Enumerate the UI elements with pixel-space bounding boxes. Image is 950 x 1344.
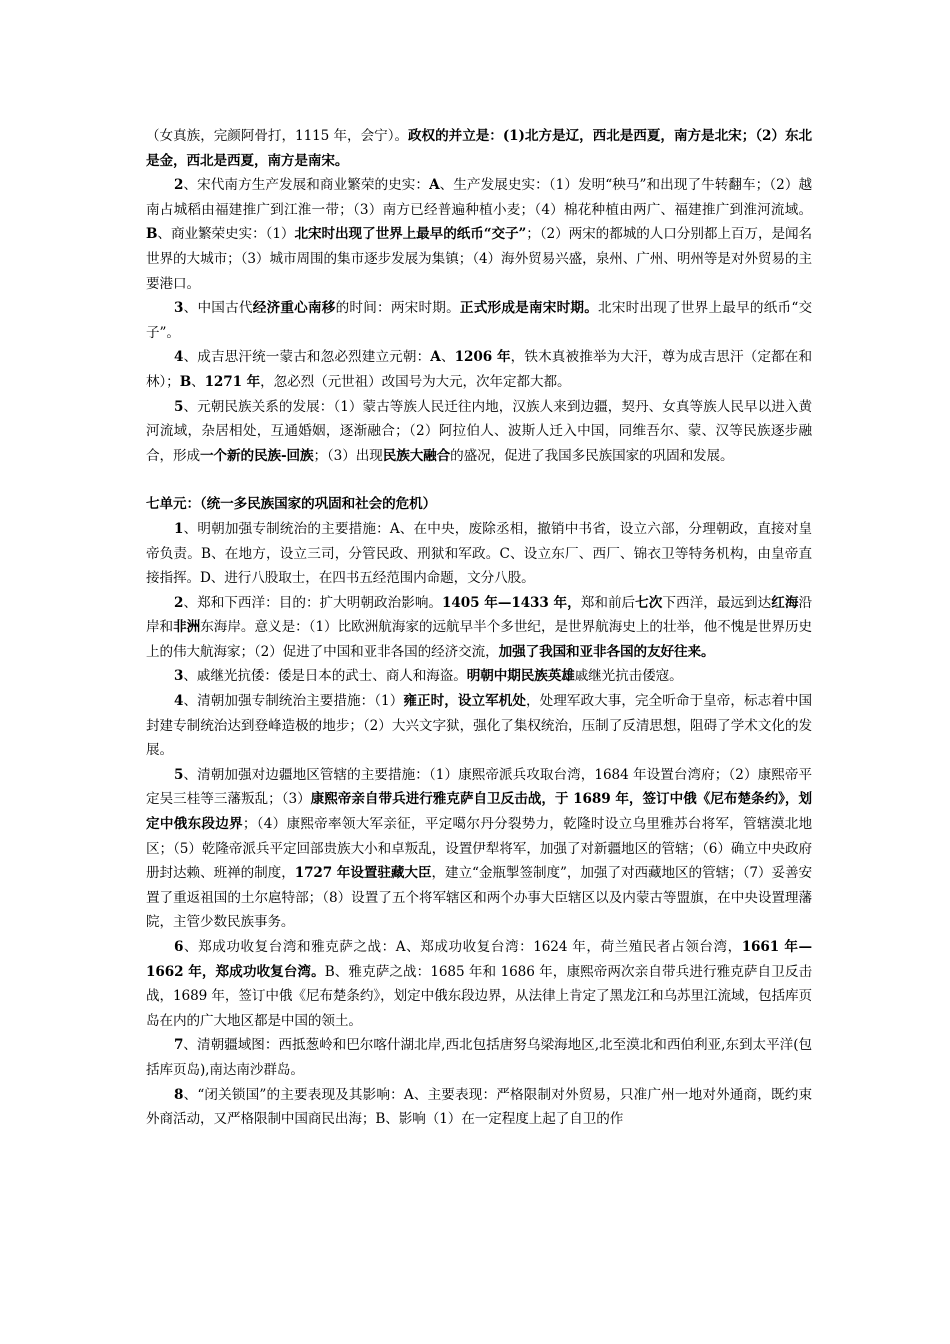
text-run: 沿岸和: [146, 594, 812, 636]
bold-text: 5: [174, 398, 184, 415]
bold-text: 康熙帝亲自带兵进行雅克萨自卫反击战，于 1689 年，签订中俄《尼布楚条约》，划定中俄东段边界: [146, 791, 812, 833]
paragraph-p8: [146, 689, 812, 763]
paragraph-p1: [146, 173, 812, 296]
text-run: 、明朝加强专制统治的主要措施：A、在中央，废除丞相，撤销中书省，设立六部，分理朝政，直接对皇帝负责。B、在地方，设立三司，分管民政、刑狱和军政。C、设立东厂、西厂、锦衣卫等特务机构，由皇帝直接指挥。D、进行八股取士，在四书五经范围内命题，文分八股。: [146, 520, 812, 587]
text-run: ；（3）出现: [313, 447, 383, 464]
bold-text: 七次: [635, 594, 663, 611]
paragraph-p4: [146, 395, 812, 469]
bold-text: B: [179, 373, 192, 390]
bold-text: 明朝中期民族英雄: [466, 668, 575, 685]
text-run: 郑和前后: [580, 594, 636, 611]
paragraph-p11: [146, 1033, 812, 1082]
text-run: 、清朝疆域图：西抵葱岭和巴尔喀什湖北岸,西北包括唐努乌梁海地区,北至漠北和西伯利亚,东到太平洋(包括库页岛),南达南沙群岛。: [146, 1037, 812, 1078]
text-run: 东海岸。意义是：（1）比欧洲航海家的远航早半个多世纪，是世界航海史上的壮举，他不愧是世界历史上的伟大航海家；（2）促进了中国和亚非各国的经济交流，: [146, 619, 812, 660]
text-run: 、“闭关锁国”的主要表现及其影响：A、主要表现：严格限制对外贸易，只准广州一地对外通商，既约束外商活动，又严格限制中国商民出海；B、影响（1）在一定程度上起了自卫的作: [146, 1086, 812, 1128]
text-run: ；（4）康熙帝率领大军亲征，平定噶尔丹分裂势力，乾隆时设立乌里雅苏台将军，管辖漠北地区；（5）乾隆帝派兵平定回部贵族大小和卓叛乱，设置伊犁将军，加强了对新疆地区的管辖；（6）确立中央政府册封达赖、班禅的制度，: [146, 816, 812, 882]
text-run: ，建立“金瓶掣签制度”，加强了对西藏地区的管辖；（7）妥善安置了重返祖国的土尔扈特部；（8）设置了五个将军辖区和两个办事大臣辖区以及内蒙古等盟旗，在中央设置理藩院，主管少数民族事务。: [146, 865, 812, 931]
bold-text: 3: [174, 668, 184, 685]
text-run: B、雅克萨之战：1685 年和 1686 年，康熙帝两次亲自带兵进行雅克萨自卫反击战，1689 年，签订中俄《尼布楚条约》，划定中俄东段边界，从法律上肯定了黑龙江和乌苏里江流域，包括库页岛在内的广大地区都是中国的领土。: [146, 963, 812, 1029]
bold-text: 民族大融合: [382, 447, 451, 464]
bold-text: 4: [174, 693, 184, 710]
bold-text: 七单元：（统一多民族国家的巩固和社会的危机）: [146, 496, 437, 513]
text-run: 下西洋，最远到达: [662, 594, 772, 611]
bold-text: 2: [174, 594, 184, 611]
bold-text: 2: [174, 177, 184, 194]
text-run: ，忽必烈（元世祖）改国号为大元，次年定都大都。: [260, 373, 571, 390]
text-run: 、清朝加强专制统治主要措施：（1）: [183, 693, 404, 710]
text-run: 、戚继光抗倭：倭是日本的武士、商人和海盗。: [183, 668, 467, 685]
text-run: 北宋时出现了世界上最早的纸币“交子”。: [146, 300, 813, 341]
bold-text: 北宋时出现了世界上最早的纸币“交子”: [294, 226, 527, 243]
bold-text: 非洲: [173, 619, 201, 636]
bold-text: 经济重心南移: [252, 300, 336, 317]
bold-text: 8: [174, 1086, 184, 1103]
bold-text: 1405 年—1433 年，: [442, 594, 581, 611]
paragraph-p10: [146, 935, 812, 1033]
text-run: 的时间：两宋时期。: [335, 300, 460, 317]
text-run: （女真族，完颜阿骨打，1115 年，会宁）。: [146, 128, 408, 144]
bold-text: 一个新的民族-回族: [199, 447, 314, 464]
bold-text: 1: [174, 520, 184, 537]
paragraph-p3: [146, 345, 812, 394]
text-run: 、成吉思汗统一蒙古和忽必烈建立元朝：: [183, 349, 431, 366]
paragraph-p0: [146, 124, 812, 173]
text-run: ，处理军政大事，完全听命于皇帝，标志着中国封建专制统治达到登峰造极的地步；（2）大兴文字狱，强化了集权统治，压制了反清思想，阻碍了学术文化的发展。: [146, 693, 812, 759]
bold-text: 政权的并立是：(1)北方是辽，西北是西夏，南方是北宋；（2）东北是金，西北是西夏，南方是南宋。: [146, 128, 812, 169]
paragraph-p9: [146, 763, 812, 935]
text-run: 的盛况，促进了我国多民族国家的巩固和发展。: [450, 447, 734, 464]
paragraph-p7: [146, 664, 812, 689]
bold-text: 3: [174, 300, 184, 317]
bold-text: 5: [174, 766, 184, 783]
bold-text: 4: [174, 349, 184, 366]
bold-text: B: [146, 226, 158, 243]
bold-text: 1661 年—1662 年，郑成功收复台湾。: [146, 939, 812, 980]
paragraph-p5: [146, 517, 812, 591]
bold-text: 加强了我国和亚非各国的友好往来。: [498, 643, 715, 660]
text-run: 、宋代南方生产发展和商业繁荣的史实：: [183, 177, 430, 194]
paragraph-p2: [146, 296, 812, 345]
bold-text: 红海: [771, 594, 799, 611]
bold-text: 正式形成是南宋时期。: [459, 300, 599, 317]
text-run: 、生产发展史实：（1）发明“秧马”和出现了牛转翻车；（2）越南占城稻由福建推广到江淮一带；（3）南方已经普遍种植小麦；（4）棉花种植由两广、福建推广到淮河流域。: [146, 177, 812, 218]
text-run: 、元朝民族关系的发展：（1）蒙古等族人民迁往内地，汉族人来到边疆，契丹、女真等族人民早以进入黄河流域，杂居相处，互通婚姻，逐渐融合；（2）阿拉伯人、波斯人迁入中国，同维吾尔、蒙、汉等民族逐步融合，形成: [146, 398, 812, 464]
document-body: [146, 124, 812, 1132]
text-run: 、商业繁荣史实：（1）: [157, 226, 295, 243]
bold-text: 7: [174, 1037, 184, 1054]
bold-text: 1206 年: [454, 349, 511, 366]
bold-text: 雍正时，设立军机处: [403, 693, 526, 710]
text-run: 戚继光抗击倭寇。: [574, 668, 683, 685]
text-run: ，铁木真被推举为大汗，尊为成吉思汗（定都在和林）；: [146, 349, 812, 390]
text-run: ；（2）两宋的都城的人口分别都上百万，是闻名世界的大城市；（3）城市周围的集市逐步发展为集镇；（4）海外贸易兴盛，泉州、广州、明州等是对外贸易的主要港口。: [146, 226, 813, 292]
bold-text: 1271 年: [204, 373, 261, 390]
text-run: 、: [440, 349, 455, 366]
text-run: 、郑和下西洋：目的：扩大明朝政治影响。: [183, 594, 443, 611]
bold-text: A: [430, 349, 441, 366]
paragraph-p6: [146, 591, 812, 665]
bold-text: A: [429, 177, 440, 194]
text-run: 、: [191, 373, 205, 390]
bold-text: 6: [174, 939, 184, 955]
text-run: 、中国古代: [183, 300, 253, 317]
text-run: 、清朝加强对边疆地区管辖的主要措施：（1）康熙帝派兵攻取台湾，1684 年设置台湾府；（2）康熙帝平定吴三桂等三藩叛乱；（3）: [146, 766, 812, 808]
text-run: 、郑成功收复台湾和雅克萨之战：A、郑成功收复台湾：1624 年，荷兰殖民者占领台湾，: [183, 939, 742, 955]
bold-text: 1727 年设置驻藏大臣: [294, 865, 432, 882]
paragraph-p12: [146, 1083, 812, 1132]
section-heading: [146, 492, 812, 517]
